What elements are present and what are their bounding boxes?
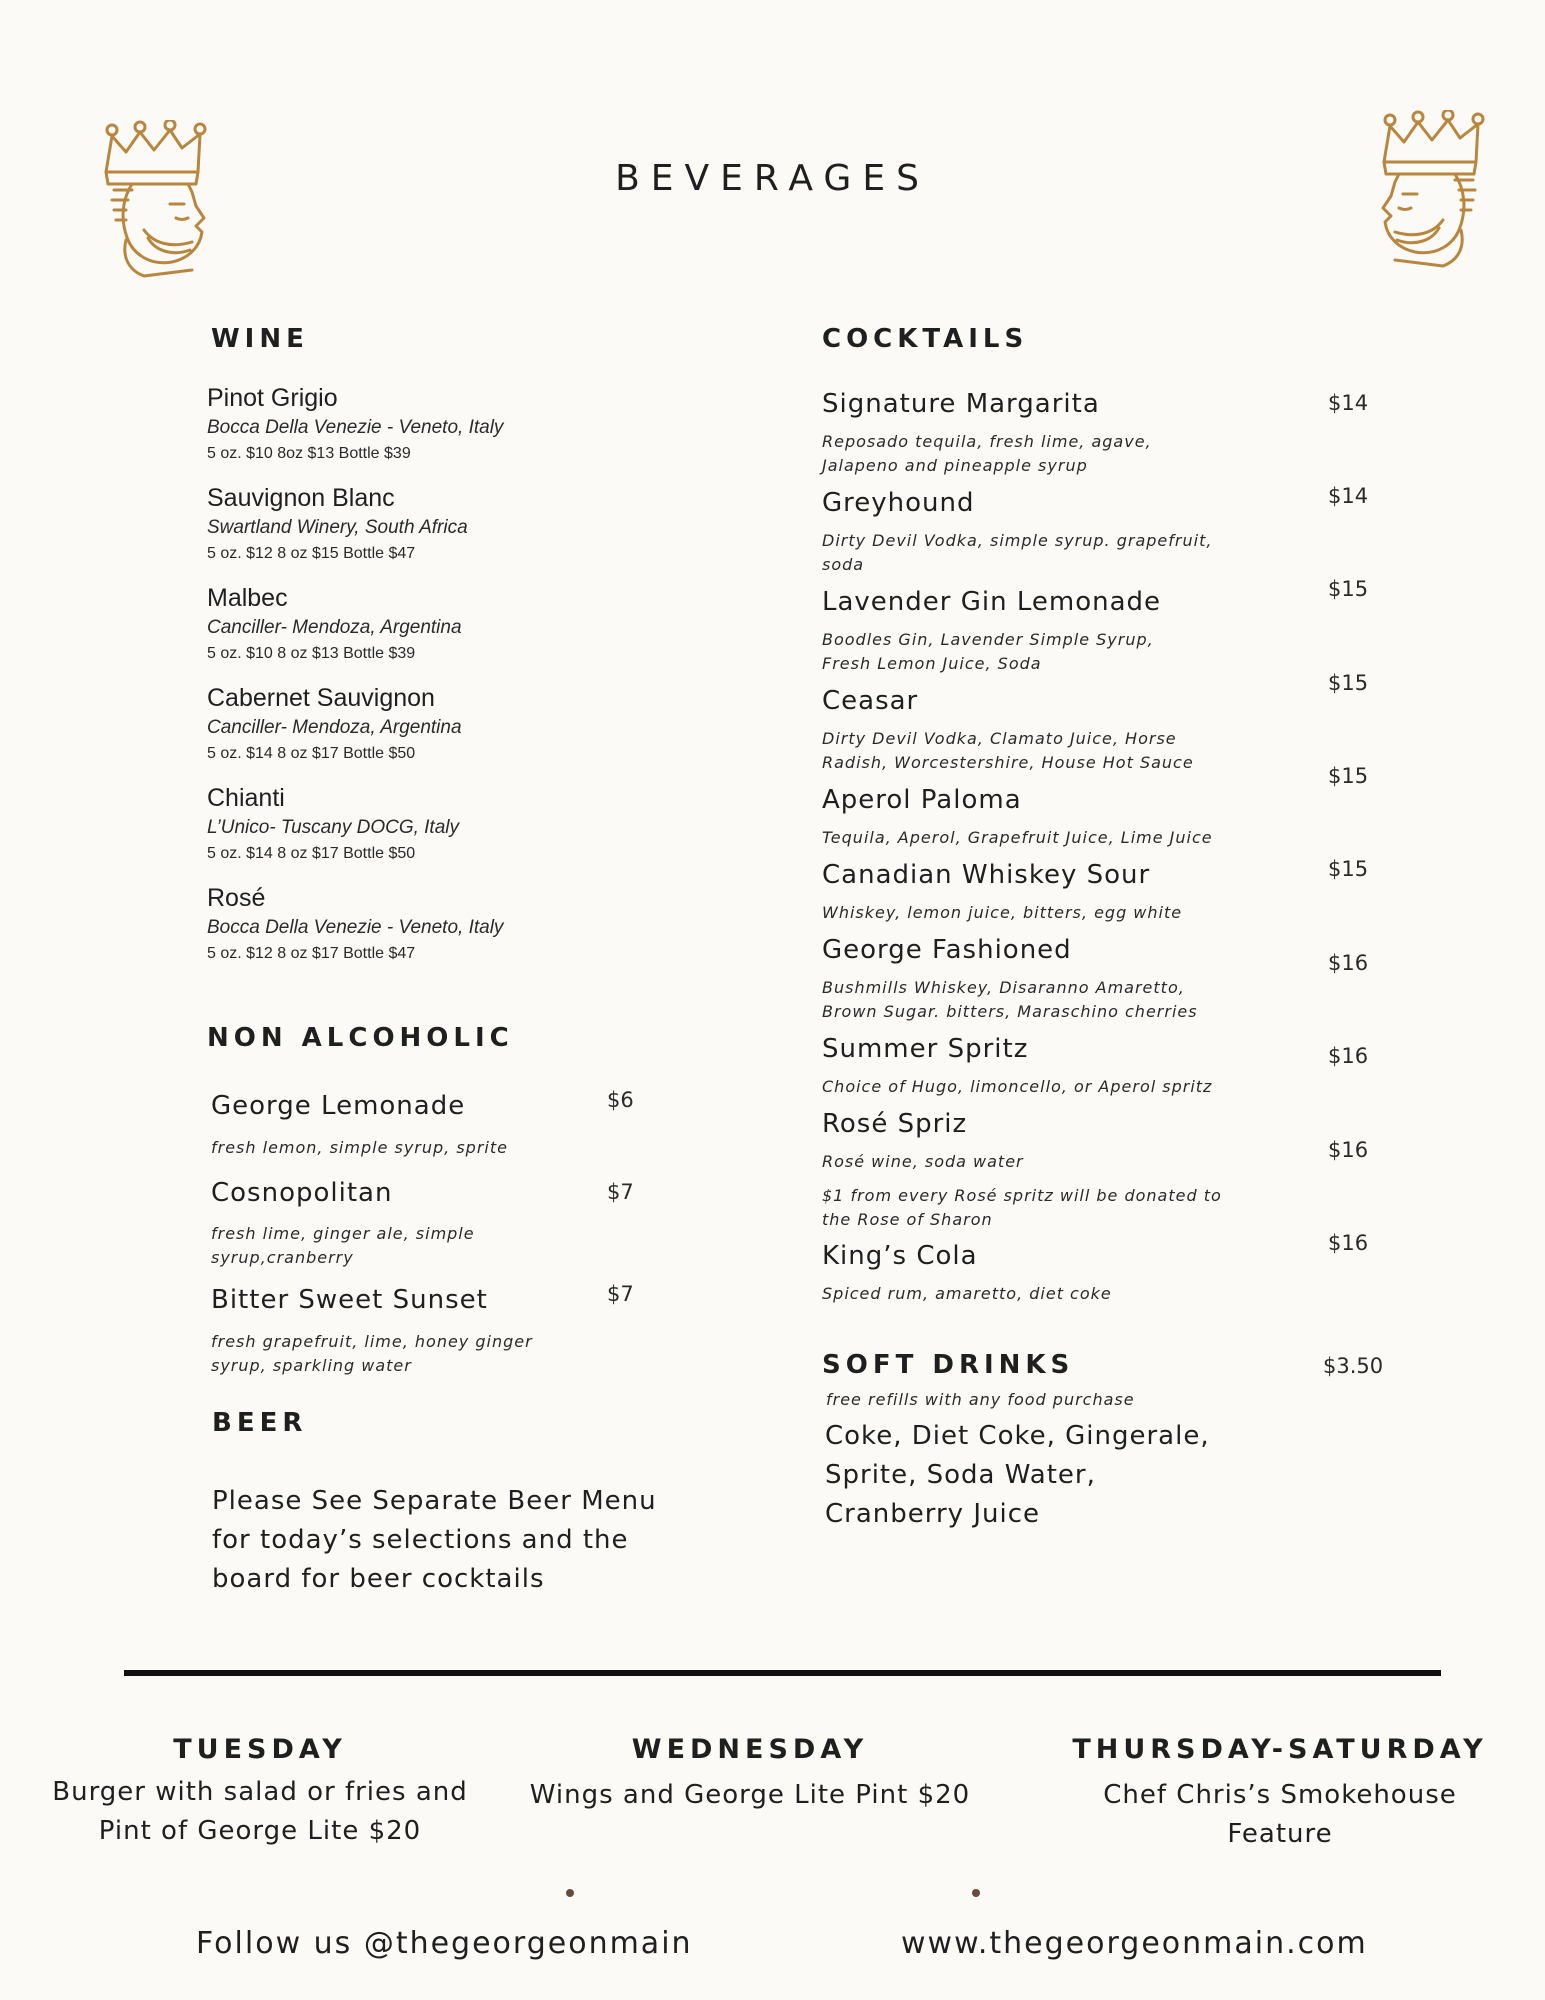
wine-item: [207, 484, 503, 584]
special-day: WEDNESDAY: [631, 1734, 869, 1765]
wine-item: [207, 684, 503, 784]
wine-prices: 5 oz. $14 8 oz $17 Bottle $50: [207, 745, 416, 762]
wine-prices: 5 oz. $12 8 oz $15 Bottle $47: [207, 545, 416, 562]
cocktail-name: Summer Spritz: [822, 1034, 1029, 1064]
description-line: Spiced rum, amaretto, diet coke: [822, 1284, 1112, 1303]
description-line: fresh lemon, simple syrup, sprite: [211, 1138, 508, 1157]
special-line: Burger with salad or fries and: [52, 1777, 468, 1807]
cocktail-description: [822, 901, 1182, 925]
wine-item: [207, 784, 503, 884]
bullet-dot: [566, 1889, 574, 1897]
description-line: soda: [822, 555, 865, 574]
wine-name: Rosé: [207, 884, 266, 912]
wine-list: [207, 384, 503, 984]
soft-drinks-line: Sprite, Soda Water,: [825, 1460, 1096, 1490]
wine-heading: WINE: [211, 324, 309, 354]
cocktail-price: $15: [1328, 857, 1369, 881]
description-line: Boodles Gin, Lavender Simple Syrup,: [822, 630, 1154, 649]
wine-item: [207, 384, 503, 484]
drink-price: $6: [607, 1088, 634, 1112]
wine-prices: 5 oz. $10 8 oz $13 Bottle $39: [207, 645, 416, 662]
description-line: Dirty Devil Vodka, Clamato Juice, Horse: [822, 729, 1177, 748]
drink-name: Cosnopolitan: [211, 1178, 393, 1208]
soft-drinks-list: [825, 1417, 1210, 1534]
description-line: Whiskey, lemon juice, bitters, egg white: [822, 903, 1183, 922]
website-link[interactable]: www.thegeorgeonmain.com: [901, 1926, 1368, 1961]
wine-name: Cabernet Sauvignon: [207, 684, 435, 712]
description-line: Brown Sugar. bitters, Maraschino cherries: [822, 1002, 1198, 1021]
special-line: Chef Chris’s Smokehouse: [1103, 1780, 1457, 1810]
section-divider: [124, 1670, 1441, 1676]
cocktail-price: $15: [1328, 577, 1369, 601]
beer-heading: BEER: [212, 1408, 308, 1438]
bullet-dot: [972, 1889, 980, 1897]
wine-name: Chianti: [207, 784, 285, 812]
cocktail-description: [822, 1282, 1112, 1306]
beer-note: [212, 1482, 657, 1599]
soft-drinks-price: $3.50: [1323, 1354, 1384, 1378]
description-line: Radish, Worcestershire, House Hot Sauce: [822, 753, 1194, 772]
note-line: the Rose of Sharon: [822, 1210, 993, 1229]
wine-origin: Bocca Della Venezie - Veneto, Italy: [207, 417, 504, 438]
cocktails-heading: COCKTAILS: [822, 324, 1029, 354]
cocktail-price: $16: [1328, 1044, 1369, 1068]
soft-drinks-line: Coke, Diet Coke, Gingerale,: [825, 1421, 1210, 1451]
wine-origin: Swartland Winery, South Africa: [207, 517, 468, 538]
drink-description: [211, 1330, 533, 1378]
description-line: Dirty Devil Vodka, simple syrup. grapefruit,: [822, 531, 1213, 550]
description-line: syrup,cranberry: [211, 1248, 354, 1267]
wine-item: [207, 584, 503, 684]
description-line: Choice of Hugo, limoncello, or Aperol spritz: [822, 1077, 1213, 1096]
cocktail-name: Rosé Spriz: [822, 1109, 968, 1139]
cocktail-description: [822, 826, 1213, 850]
special-line: Pint of George Lite $20: [98, 1816, 422, 1846]
wine-prices: 5 oz. $10 8oz $13 Bottle $39: [207, 445, 411, 462]
special-day: TUESDAY: [173, 1734, 347, 1765]
beer-note-line: Please See Separate Beer Menu: [212, 1486, 657, 1516]
drink-description: [211, 1136, 508, 1160]
beer-note-line: for today’s selections and the: [212, 1525, 629, 1555]
crowned-king-head-icon: [92, 120, 217, 280]
cocktail-description: [822, 1075, 1212, 1099]
soft-drinks-line: Cranberry Juice: [825, 1499, 1040, 1529]
description-line: Reposado tequila, fresh lime, agave,: [822, 432, 1152, 451]
description-line: Rosé wine, soda water: [822, 1152, 1024, 1171]
note-line: $1 from every Rosé spritz will be donated to: [822, 1186, 1222, 1205]
cocktail-price: $15: [1328, 764, 1369, 788]
soft-drinks-note: free refills with any food purchase: [826, 1390, 1135, 1409]
wine-origin: Canciller- Mendoza, Argentina: [207, 617, 462, 638]
description-line: Jalapeno and pineapple syrup: [822, 456, 1088, 475]
cocktail-description: [822, 976, 1198, 1024]
cocktail-description: [822, 727, 1194, 775]
cocktail-name: King’s Cola: [822, 1241, 978, 1271]
non-alcoholic-heading: NON ALCOHOLIC: [207, 1023, 514, 1053]
wine-origin: L’Unico- Tuscany DOCG, Italy: [207, 817, 460, 838]
cocktail-description: [822, 628, 1154, 676]
wine-origin: Canciller- Mendoza, Argentina: [207, 717, 462, 738]
cocktail-price: $16: [1328, 951, 1369, 975]
description-line: Bushmills Whiskey, Disaranno Amaretto,: [822, 978, 1185, 997]
cocktail-description: [822, 529, 1212, 577]
cocktail-name: Ceasar: [822, 686, 919, 716]
cocktail-name: Signature Margarita: [822, 389, 1100, 419]
description-line: fresh lime, ginger ale, simple: [211, 1224, 475, 1243]
description-line: Fresh Lemon Juice, Soda: [822, 654, 1042, 673]
cocktail-name: Aperol Paloma: [822, 785, 1022, 815]
wine-prices: 5 oz. $12 8 oz $17 Bottle $47: [207, 945, 416, 962]
wine-name: Malbec: [207, 584, 288, 612]
cocktail-price: $16: [1328, 1138, 1369, 1162]
description-line: Tequila, Aperol, Grapefruit Juice, Lime Juice: [822, 828, 1213, 847]
special-text: [30, 1773, 490, 1851]
cocktail-description: [822, 430, 1152, 478]
wine-prices: 5 oz. $14 8 oz $17 Bottle $50: [207, 845, 416, 862]
wine-name: Pinot Grigio: [207, 384, 338, 412]
cocktail-description: [822, 1150, 1024, 1174]
cocktail-name: Lavender Gin Lemonade: [822, 587, 1162, 617]
cocktail-price: $14: [1328, 391, 1369, 415]
drink-price: $7: [607, 1282, 634, 1306]
drink-name: George Lemonade: [211, 1091, 466, 1121]
drink-price: $7: [607, 1180, 634, 1204]
special-line: Wings and George Lite Pint $20: [529, 1780, 971, 1810]
page-title: BEVERAGES: [615, 158, 930, 199]
special-thursday-saturday: [1050, 1734, 1510, 1854]
special-line: Feature: [1227, 1819, 1333, 1849]
cocktail-price: $14: [1328, 484, 1369, 508]
cocktail-price: $16: [1328, 1231, 1369, 1255]
special-day: THURSDAY-SATURDAY: [1072, 1734, 1488, 1765]
special-tuesday: [30, 1734, 490, 1851]
cocktail-name: Canadian Whiskey Sour: [822, 860, 1151, 890]
cocktail-name: Greyhound: [822, 488, 975, 518]
donation-note: [822, 1184, 1222, 1232]
cocktail-price: $15: [1328, 671, 1369, 695]
description-line: syrup, sparkling water: [211, 1356, 412, 1375]
special-text: [1050, 1776, 1510, 1854]
special-text: [520, 1776, 980, 1815]
cocktail-name: George Fashioned: [822, 935, 1072, 965]
special-wednesday: [520, 1734, 980, 1815]
wine-origin: Bocca Della Venezie - Veneto, Italy: [207, 917, 504, 938]
soft-drinks-heading: SOFT DRINKS: [822, 1350, 1075, 1380]
wine-name: Sauvignon Blanc: [207, 484, 395, 512]
social-handle[interactable]: Follow us @thegeorgeonmain: [196, 1926, 693, 1961]
wine-item: [207, 884, 503, 984]
description-line: fresh grapefruit, lime, honey ginger: [211, 1332, 533, 1351]
beer-note-line: board for beer cocktails: [212, 1564, 545, 1594]
drink-description: [211, 1222, 475, 1270]
drink-name: Bitter Sweet Sunset: [211, 1285, 488, 1315]
